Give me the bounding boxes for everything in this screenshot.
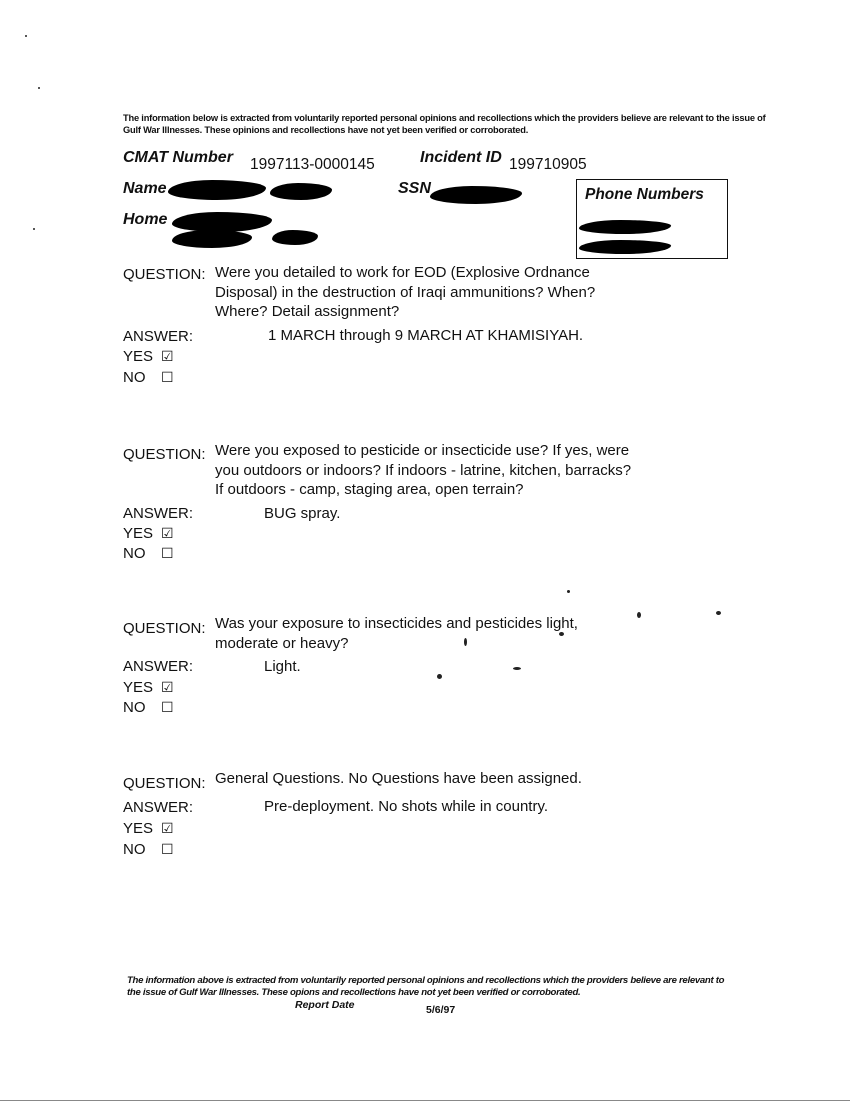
no-label: NO (123, 545, 146, 562)
no-checkbox[interactable]: ☐ (161, 841, 174, 857)
answer-label: ANSWER: (123, 505, 194, 522)
ssn-label: SSN (398, 180, 431, 197)
home-label: Home (123, 211, 168, 228)
scan-speck (567, 590, 570, 593)
disclaimer-top: The information below is extracted from voluntarily reported personal opinions and recollections which the providers believe are relevant to the issue of Gulf War Illnesses. These opinions and recollections have not yet been verified or corroborated. (123, 113, 766, 135)
cmat-number-value: 1997113-0000145 (250, 156, 375, 173)
yes-checkbox[interactable]: ☑ (161, 679, 174, 695)
scan-speck (464, 638, 467, 646)
answer-label: ANSWER: (123, 658, 194, 675)
cmat-number-label: CMAT Number (123, 149, 233, 166)
report-date-label: Report Date (295, 999, 355, 1011)
name-redaction (168, 180, 266, 200)
phone-numbers-box (576, 179, 728, 259)
question-text: General Questions. No Questions have been assigned. (215, 770, 582, 787)
scan-speck (38, 87, 40, 89)
phone-numbers-label: Phone Numbers (585, 186, 704, 203)
home-redaction-3 (272, 230, 318, 245)
scan-speck (25, 35, 27, 37)
scan-speck (437, 674, 442, 679)
scan-edge-line (0, 1100, 850, 1101)
disclaimer-bottom: The information above is extracted from voluntarily reported personal opinions and recollections which the providers believe are relevant to the issue of Gulf War Illnesses. These opions and recollections have not yet been verified or corroborated. (127, 975, 725, 998)
report-date-value: 5/6/97 (426, 1004, 456, 1016)
scan-speck (513, 667, 521, 670)
question-label: QUESTION: (123, 446, 206, 463)
phone-redaction-1 (579, 220, 671, 234)
incident-id-label: Incident ID (420, 149, 502, 166)
no-label: NO (123, 699, 146, 716)
yes-checkbox[interactable]: ☑ (161, 348, 174, 364)
yes-label: YES (123, 525, 154, 542)
scan-speck (559, 632, 564, 636)
incident-id-value: 199710905 (509, 156, 587, 173)
yes-label: YES (123, 820, 154, 837)
answer-text: 1 MARCH through 9 MARCH AT KHAMISIYAH. (268, 327, 584, 344)
yes-checkbox[interactable]: ☑ (161, 525, 174, 541)
answer-label: ANSWER: (123, 328, 194, 345)
yes-label: YES (123, 679, 154, 696)
question-label: QUESTION: (123, 620, 206, 637)
answer-text: BUG spray. (264, 505, 341, 522)
home-redaction-2 (172, 230, 252, 248)
scan-speck (716, 611, 721, 615)
no-label: NO (123, 369, 146, 386)
no-checkbox[interactable]: ☐ (161, 545, 174, 561)
no-label: NO (123, 841, 146, 858)
ssn-redaction (430, 186, 522, 204)
yes-checkbox[interactable]: ☑ (161, 820, 174, 836)
question-text: Were you exposed to pesticide or insecticide use? If yes, were you outdoors or indoors? If indoors - latrine, kitchen, barracks? If outdoors - camp, staging area, open terrain? (215, 442, 632, 498)
no-checkbox[interactable]: ☐ (161, 369, 174, 385)
home-redaction (172, 212, 272, 232)
yes-label: YES (123, 348, 154, 365)
scan-speck (33, 228, 35, 230)
question-text: Were you detailed to work for EOD (Explosive Ordnance Disposal) in the destruction of Iraqi ammunitions? When? Where? Detail assignment? (215, 264, 596, 320)
answer-text: Light. (264, 658, 301, 675)
question-label: QUESTION: (123, 775, 206, 792)
no-checkbox[interactable]: ☐ (161, 699, 174, 715)
name-label: Name (123, 180, 167, 197)
answer-text: Pre-deployment. No shots while in country. (264, 798, 549, 815)
question-label: QUESTION: (123, 266, 206, 283)
question-text: Was your exposure to insecticides and pesticides light, moderate or heavy? (215, 615, 578, 652)
phone-redaction-2 (579, 240, 671, 254)
answer-label: ANSWER: (123, 799, 194, 816)
scan-speck (637, 612, 641, 618)
name-redaction-2 (270, 183, 332, 200)
